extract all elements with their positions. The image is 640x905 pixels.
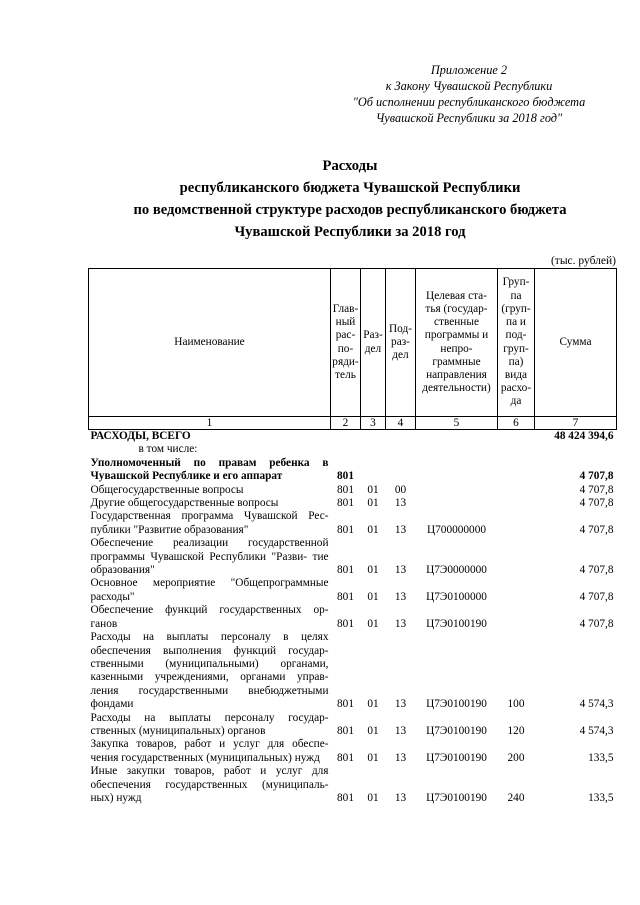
- cell-main-administrator: 801: [337, 590, 354, 603]
- cell-subsection: 13: [394, 590, 407, 603]
- cell-main-administrator: 801: [337, 698, 354, 711]
- cell-section: 01: [367, 523, 379, 536]
- col-header-target: Целевая ста- тья (государ- ственные программы и непро- граммные направления деятельности): [416, 269, 498, 417]
- cell-main-administrator: 801: [337, 523, 354, 536]
- cell-main-administrator: 801: [337, 751, 354, 764]
- cell-main-administrator: 801: [337, 470, 354, 483]
- cell-section: 01: [367, 698, 379, 711]
- cell-sum: 4 707,8: [579, 523, 614, 536]
- table-row: [89, 510, 617, 537]
- cell-expense-group: [498, 577, 535, 604]
- cell-sum: 48 424 394,6: [554, 430, 614, 442]
- col-header-subsection: Под- раз- дел: [386, 269, 416, 417]
- cell-section: 01: [367, 497, 379, 510]
- cell-name: РАСХОДЫ, ВСЕГО: [90, 430, 191, 442]
- table-header-row: [89, 269, 617, 417]
- cell-expense-group: 100: [507, 698, 525, 711]
- cell-section: 01: [367, 724, 379, 737]
- table-row: [89, 484, 617, 497]
- units-label: (тыс. рублей): [550, 255, 616, 267]
- cell-subsection: 13: [394, 724, 407, 737]
- col-header-section: Раз- дел: [361, 269, 386, 417]
- cell-target-article: [416, 497, 498, 510]
- col-number: 1: [89, 417, 331, 430]
- column-number-row: [89, 417, 617, 430]
- cell-subsection: [386, 430, 416, 444]
- cell-expense-group: [498, 430, 535, 444]
- cell-main-administrator: 801: [337, 564, 354, 577]
- cell-subsection: 13: [394, 497, 407, 510]
- table-row: [89, 604, 617, 631]
- cell-sum: 4 707,8: [579, 483, 614, 496]
- cell-target-article: Ц7Э0100000: [426, 590, 487, 603]
- cell-expense-group: 120: [507, 724, 525, 737]
- table-row: [89, 738, 617, 765]
- col-header-group: Груп- па (груп- па и под- груп- па) вида расхо- да: [498, 269, 535, 417]
- cell-name: Закупка товаров, работ и услуг для обеспе- чения государственных (муниципальных) нужд: [90, 738, 329, 764]
- cell-name: Общегосударственные вопросы: [90, 483, 244, 496]
- cell-target-article: Ц7Э0100190: [426, 751, 487, 764]
- cell-sum: 4 707,8: [579, 497, 614, 510]
- cell-subsection: [386, 443, 416, 456]
- table-row: [89, 712, 617, 739]
- cell-main-administrator: 801: [337, 497, 354, 510]
- cell-expense-group: [498, 510, 535, 537]
- cell-target-article: [416, 443, 498, 456]
- table-row: [89, 577, 617, 604]
- appendix-line: Приложение 2: [430, 63, 508, 77]
- cell-main-administrator: 801: [337, 617, 354, 630]
- appendix-line: к Закону Чувашской Республики: [385, 79, 553, 93]
- cell-sum: 133,5: [588, 791, 614, 804]
- title-line: республиканского бюджета Чувашской Республики: [179, 180, 521, 196]
- table-row: [89, 457, 617, 484]
- cell-subsection: 00: [394, 483, 407, 496]
- appendix-note: [330, 62, 608, 126]
- cell-name: Обеспечение функций государственных ор- ганов: [90, 604, 329, 630]
- cell-expense-group: [498, 443, 535, 456]
- table-row: [89, 765, 617, 805]
- col-header-sum: Сумма: [535, 269, 617, 417]
- cell-target-article: Ц7Э0100190: [426, 791, 487, 804]
- cell-section: 01: [367, 483, 379, 496]
- table-row: [89, 443, 617, 456]
- cell-name: Государственная программа Чувашской Рес- публики "Развитие образования": [90, 510, 329, 536]
- cell-subsection: 13: [394, 617, 407, 630]
- cell-name: Обеспечение реализации государственной программы Чувашской Республики "Разви- тие образования": [90, 537, 329, 577]
- cell-main-administrator: 801: [337, 724, 354, 737]
- cell-name: Иные закупки товаров, работ и услуг для обеспечения государственных (муниципаль- ных) нужд: [90, 765, 329, 804]
- cell-sum: [535, 443, 617, 456]
- cell-section: [361, 430, 386, 444]
- col-header-main: Глав- ный рас- по- ряди- тель: [331, 269, 361, 417]
- cell-section: [361, 457, 386, 484]
- cell-target-article: Ц700000000: [427, 523, 486, 536]
- cell-name: в том числе:: [138, 443, 198, 456]
- cell-section: 01: [367, 791, 379, 804]
- cell-section: 01: [367, 751, 379, 764]
- cell-expense-group: [498, 497, 535, 510]
- cell-section: 01: [367, 617, 379, 630]
- col-header-name: Наименование: [89, 269, 331, 417]
- cell-expense-group: [498, 457, 535, 484]
- cell-expense-group: [498, 537, 535, 577]
- title-line: Чувашской Республики за 2018 год: [234, 224, 466, 240]
- cell-expense-group: [498, 604, 535, 631]
- cell-main-administrator: [331, 430, 361, 444]
- cell-name: Расходы на выплаты персоналу в целях обеспечения выполнения функций государ- ственными (муниципальными) органами, казенными учреждениями, органами управ- ления государственными внебюджетными фондами: [90, 631, 329, 711]
- cell-expense-group: 240: [507, 791, 525, 804]
- col-number: 7: [535, 417, 617, 430]
- cell-section: 01: [367, 564, 379, 577]
- appendix-line: Чувашской Республики за 2018 год": [375, 111, 563, 125]
- cell-subsection: 13: [394, 564, 407, 577]
- cell-name: Расходы на выплаты персоналу государ- ственных (муниципальных) органов: [90, 711, 329, 737]
- cell-sum: 4 707,8: [579, 564, 614, 577]
- cell-expense-group: 200: [507, 751, 525, 764]
- table-row: [89, 430, 617, 444]
- cell-sum: 4 707,8: [579, 590, 614, 603]
- cell-sum: 133,5: [588, 751, 614, 764]
- cell-sum: 4 707,8: [579, 617, 614, 630]
- cell-sum: 4 574,3: [579, 724, 614, 737]
- cell-name: Уполномоченный по правам ребенка в Чувашской Республике и его аппарат: [90, 456, 329, 483]
- table-row: [89, 497, 617, 510]
- appendix-line: "Об исполнении республиканского бюджета: [352, 95, 586, 109]
- cell-subsection: 13: [394, 698, 407, 711]
- cell-subsection: [386, 457, 416, 484]
- cell-target-article: Ц7Э0000000: [426, 564, 487, 577]
- cell-target-article: Ц7Э0100190: [426, 698, 487, 711]
- cell-name: Другие общегосударственные вопросы: [90, 497, 279, 510]
- cell-target-article: [416, 430, 498, 444]
- cell-section: [361, 443, 386, 456]
- cell-target-article: [416, 484, 498, 497]
- col-number: 2: [331, 417, 361, 430]
- cell-subsection: 13: [394, 791, 407, 804]
- table-row: [89, 631, 617, 711]
- cell-target-article: [416, 457, 498, 484]
- col-number: 3: [361, 417, 386, 430]
- col-number: 5: [416, 417, 498, 430]
- cell-expense-group: [498, 484, 535, 497]
- title-line: по ведомственной структуре расходов республиканского бюджета: [133, 202, 567, 218]
- col-number: 4: [386, 417, 416, 430]
- cell-name: Основное мероприятие "Общепрограммные расходы": [90, 577, 329, 603]
- title-line: Расходы: [322, 158, 378, 174]
- cell-sum: 4 574,3: [579, 698, 614, 711]
- cell-subsection: 13: [394, 523, 407, 536]
- cell-main-administrator: [331, 443, 361, 456]
- cell-target-article: Ц7Э0100190: [426, 724, 487, 737]
- cell-main-administrator: 801: [337, 791, 354, 804]
- cell-subsection: 13: [394, 751, 407, 764]
- cell-sum: 4 707,8: [579, 470, 614, 483]
- expenditure-table: [88, 268, 617, 805]
- cell-main-administrator: 801: [337, 483, 354, 496]
- table-row: [89, 537, 617, 577]
- cell-section: 01: [367, 590, 379, 603]
- document-title: [60, 155, 640, 243]
- col-number: 6: [498, 417, 535, 430]
- cell-target-article: Ц7Э0100190: [426, 617, 487, 630]
